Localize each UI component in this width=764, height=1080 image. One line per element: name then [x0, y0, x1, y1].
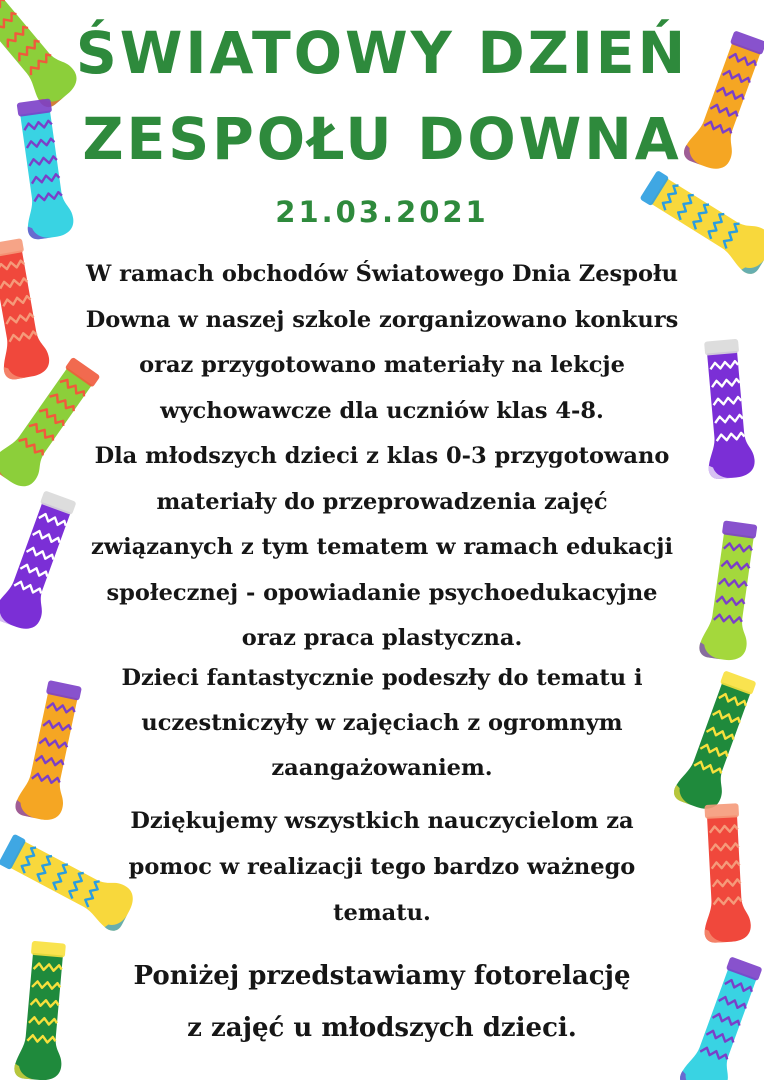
text-line: z zajęć u młodszych dzieci. [187, 1013, 577, 1043]
paragraph-engagement [60, 656, 704, 791]
sock-lime-purple [694, 517, 764, 665]
text-line: zaangażowaniem. [271, 755, 493, 781]
text-line: Dziękujemy wszystkich nauczycielom za [130, 808, 634, 834]
text-line: związanych z tym tematem w ramach edukacji [91, 534, 673, 560]
title-line-1: ŚWIATOWY DZIEŃ [75, 19, 689, 87]
text-line: Dzieci fantastycznie podeszły do tematu i [121, 665, 643, 691]
event-date: 21.03.2021 [275, 195, 489, 229]
text-line: wychowawcze dla uczniów klas 4-8. [160, 397, 604, 424]
sock-red-coral [0, 234, 56, 383]
text-line: oraz praca plastyczna. [241, 625, 523, 651]
title-line-2: ZESPOŁU DOWNA [82, 105, 682, 173]
text-line: Poniżej przedstawiamy fotorelację [133, 961, 631, 991]
sock-icon [694, 517, 764, 665]
text-line: tematu. [333, 900, 431, 926]
text-line: uczestniczyły w zajęciach z ogromnym [141, 710, 623, 736]
text-line: pomoc w realizacji tego bardzo ważnego [128, 854, 636, 880]
paragraph-intro [60, 252, 704, 662]
paragraph-closing [60, 950, 704, 1054]
text-line: W ramach obchodów Światowego Dnia Zespołu [86, 261, 678, 287]
text-line: oraz przygotowano materiały na lekcje [139, 352, 625, 378]
text-line: społecznej - opowiadanie psychoedukacyjne [106, 579, 658, 606]
paragraph-thanks [60, 798, 704, 936]
text-line: Downa w naszej szkole zorganizowano konkurs [85, 306, 679, 333]
sock-icon [0, 234, 56, 383]
text-line: materiały do przeprowadzenia zajęć [156, 488, 608, 515]
text-line: Dla młodszych dzieci z klas 0-3 przygotowano [94, 443, 670, 469]
